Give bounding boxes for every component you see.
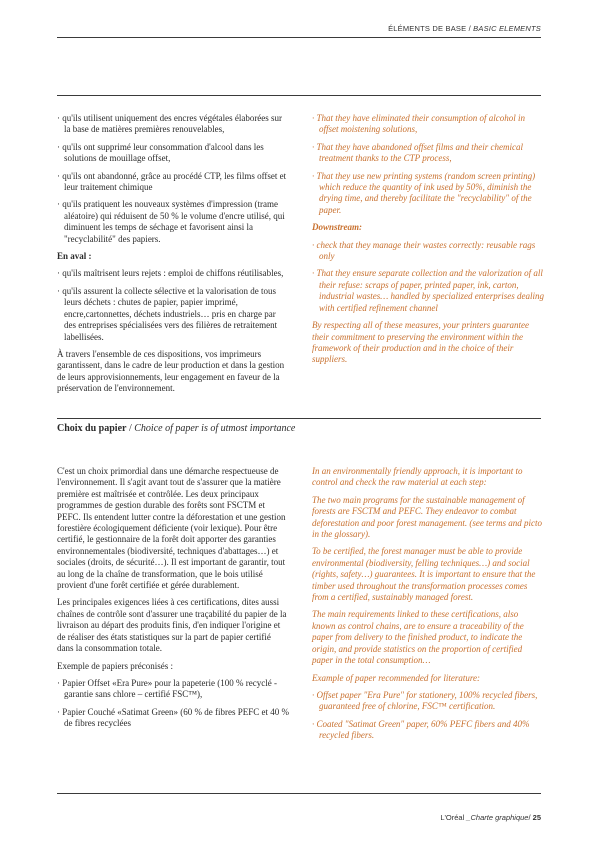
paragraph: By respecting all of these measures, your printers guarantee their commitment to preserving the environment within the framework of their production and in the choice of their suppliers. bbox=[312, 320, 530, 365]
header-section-en: BASIC ELEMENTS bbox=[473, 24, 541, 33]
bullet-item: · Papier Offset «Era Pure» pour la papeterie (100 % recyclé - garantie sans chlore – certifié FSC™), bbox=[57, 677, 277, 700]
footer-rule bbox=[57, 793, 541, 794]
running-footer bbox=[440, 813, 541, 822]
subheading: En aval : bbox=[57, 251, 92, 262]
bullet-item: · qu'ils ont supprimé leur consommation d'alcool dans les solutions de mouillage offset, bbox=[57, 141, 264, 164]
bottom-left-column bbox=[57, 466, 289, 736]
bullet-item: · qu'ils utilisent uniquement des encres végétales élaborées sur la base de matières premières renouvelables, bbox=[57, 113, 283, 135]
bullet-item: · qu'ils ont abandonné, grâce au procédé CTP, les films offset et leur traitement chimique bbox=[57, 170, 287, 193]
bullet-item: · That they use new printing systems (random screen printing) which reduce the quantity of ink used by 50%, diminish the drying time, and thereby facilitate the "recyclability" of the paper. bbox=[312, 170, 536, 215]
top-left-column bbox=[57, 113, 289, 401]
section-title-en: Choice of paper is of utmost importance bbox=[134, 423, 296, 434]
bullet-item: · qu'ils pratiquent les nouveaux systèmes d'impression (trame aléatoire) qui réduisent de 50 % le volume d'encre utilisé, qui diminuent les temps de séchage et favorisent ainsi la "recyclabilité" des papiers. bbox=[57, 199, 285, 244]
paragraph: Example of paper recommended for literature: bbox=[312, 672, 481, 683]
paragraph: To be certified, the forest manager must be able to provide environmental (biodiversity, felling techniques…) and social (rights, safety…) guarantees. It is important to ensure that the timber used throughout the transformation processes comes from a certified, sustainably managed forest. bbox=[312, 546, 536, 603]
footer-separator: / bbox=[528, 813, 533, 822]
running-header bbox=[388, 24, 541, 33]
bullet-item: · check that they manage their wastes correctly: reusable rags only bbox=[312, 239, 536, 262]
bullet-item: · Papier Couché «Satimat Green» (60 % de fibres PEFC et 40 % de fibres recyclées bbox=[57, 706, 289, 729]
header-separator: / bbox=[466, 24, 474, 33]
bullet-item: · qu'ils maîtrisent leurs rejets : emploi de chiffons réutilisables, bbox=[57, 268, 284, 279]
bullet-item: · That they ensure separate collection and the valorization of all their refuse: scraps of paper, printed paper, ink, carton, industrial wastes… handled by specialized enterprises dealing with certified refinement channel bbox=[312, 268, 544, 313]
paragraph: Exemple de papiers préconisés : bbox=[57, 660, 173, 671]
paragraph: In an environmentally friendly approach, it is important to control and check the raw material at each step: bbox=[312, 466, 523, 488]
header-section-fr: ÉLÉMENTS DE BASE bbox=[388, 24, 467, 33]
paragraph: À travers l'ensemble de ces dispositions, vos imprimeurs garantissent, dans le cadre de leur production et dans la gestion de leurs approvisionnements, leur engagement en faveur de la préservation de l'environnement. bbox=[57, 348, 285, 394]
paragraph: The main requirements linked to these certifications, also known as control chains, are to ensure a traceability of the paper from delivery to the finished product, to indicate the origin, and provide statistics on the proportion of certified paper in the total consumption… bbox=[312, 609, 524, 666]
section-title bbox=[57, 423, 295, 434]
paragraph: Les principales exigences liées à ces certifications, dites aussi chaînes de contrôle sont d'assurer une traçabilité du papier de la livraison au départ des produits finis, d'en indiquer l'origine et de réaliser des états statistiques sur la part de papier certifié dans la consommation totale. bbox=[57, 597, 287, 654]
header-rule bbox=[57, 37, 541, 38]
page-number: 25 bbox=[532, 813, 541, 822]
paragraph: The two main programs for the sustainable management of forests are FSCTM and PEFC. They endeavor to combat deforestation and poor forest management. (see terms and picto in the glossary). bbox=[312, 494, 543, 540]
footer-brand: L'Oréal bbox=[440, 813, 465, 822]
bullet-item: · qu'ils assurent la collecte sélective et la valorisation de tous leurs déchets : chutes de papier, papier imprimé, encre,cartonnettes, déchets industriels… pris en charge par des entreprises spécialisées vers des filières de retraitement labellisées. bbox=[57, 285, 278, 342]
bullet-item: · Coated "Satimat Green" paper, 60% PEFC fibers and 40% recycled fibers. bbox=[312, 718, 530, 741]
top-section-rule bbox=[57, 95, 541, 96]
bottom-right-column bbox=[312, 466, 544, 748]
bullet-item: · Offset paper "Era Pure" for stationery, 100% recycled fibers, guaranteed free of chlorine, FSC™ certification. bbox=[312, 689, 538, 712]
paragraph: C'est un choix primordial dans une démarche respectueuse de l'environnement. Il s'agit avant tout de s'assurer que la matière première est maîtrisée et contrôlée. Les deux principaux programmes de gestion durable des forêts sont FSCTM et PEFC. Ils entendent lutter contre la déforestation et une gestion forestière écologiquement déficiente (voir lexique). Pour être certifié, le gestionnaire de la forêt doit apporter des garanties environnementales (biodiversité, techniques d'abattages…) et sociales (droits, de sécurité…). Il est important de garantir, tout au long de la chaîne de transformation, que le bois utilisé provient d'une forêt certifiée et gérée durablement. bbox=[57, 466, 286, 591]
section-rule bbox=[57, 418, 541, 419]
top-right-column bbox=[312, 113, 544, 372]
section-title-separator: / bbox=[126, 423, 135, 434]
subheading: Downstream: bbox=[312, 222, 363, 233]
section-title-fr: Choix du papier bbox=[57, 423, 127, 434]
bullet-item: · That they have eliminated their consumption of alcohol in offset moistening solutions, bbox=[312, 113, 525, 135]
bullet-item: · That they have abandoned offset films and their chemical treatment thanks to the CTP process, bbox=[312, 141, 523, 164]
footer-doc-title: _Charte graphique bbox=[464, 813, 529, 822]
